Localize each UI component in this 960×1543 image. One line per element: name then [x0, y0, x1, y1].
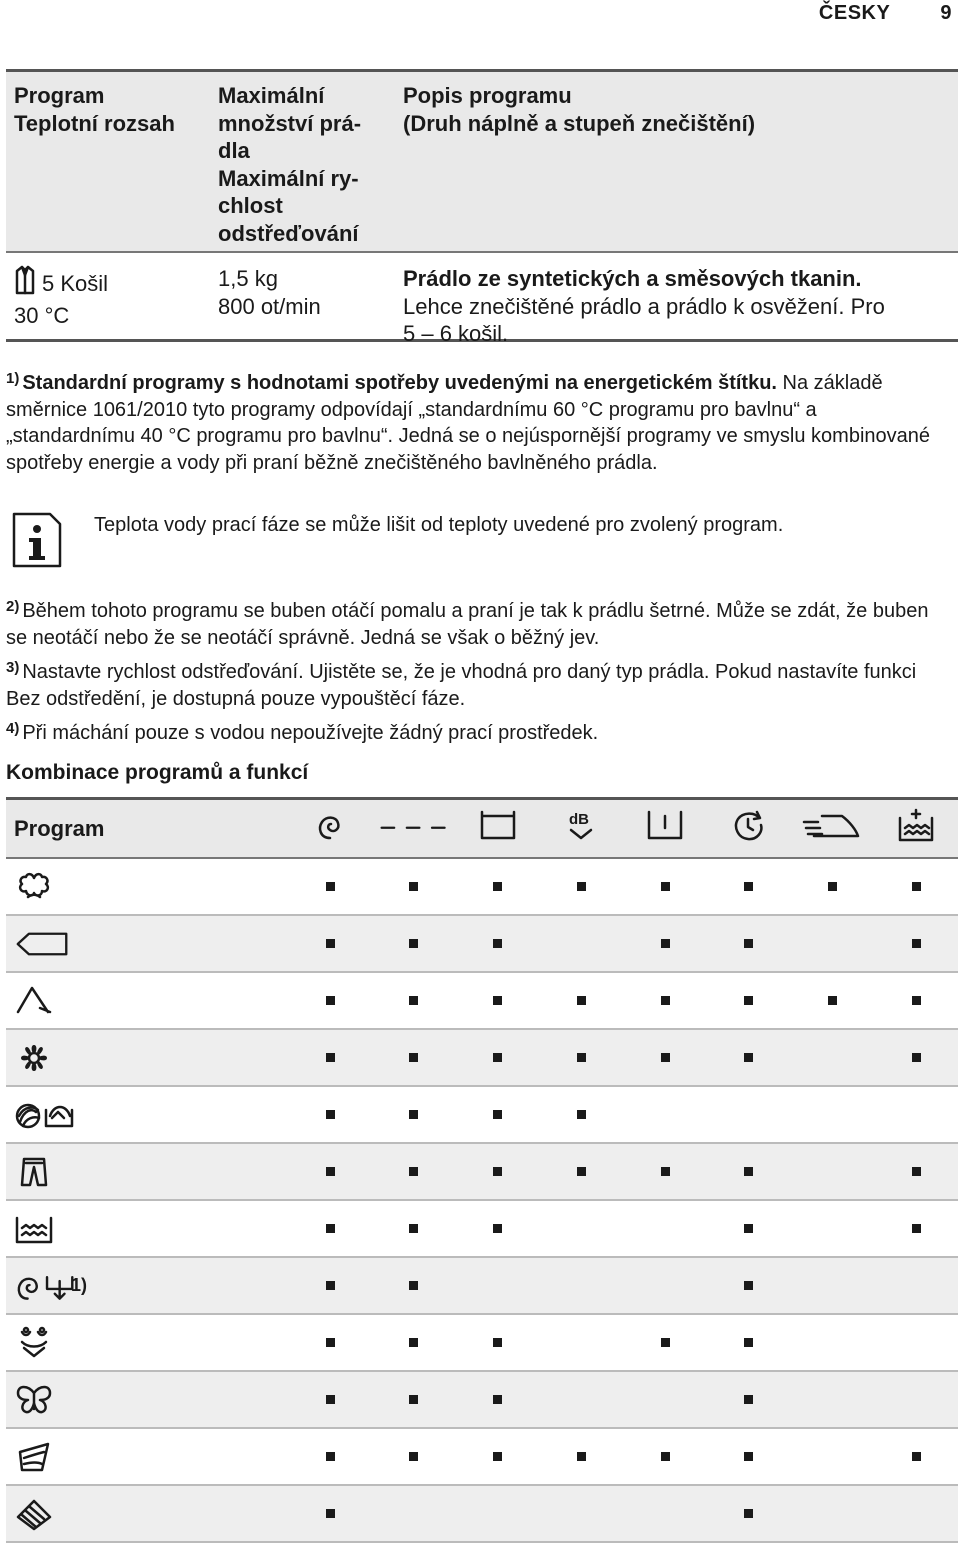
footnote-ref: 1) — [71, 1275, 88, 1295]
available-mark — [409, 1167, 418, 1176]
available-mark — [577, 1053, 586, 1062]
available-mark — [912, 1053, 921, 1062]
table-row — [6, 1429, 958, 1486]
available-mark — [326, 1053, 335, 1062]
info-text: Teplota vody prací fáze se může lišit od teploty uvedené pro zvolený program. — [94, 514, 784, 536]
cotton-eco-icon — [14, 870, 70, 904]
available-mark — [577, 1167, 586, 1176]
shirts-icon — [14, 1497, 70, 1531]
available-mark — [326, 1167, 335, 1176]
combination-header — [6, 800, 958, 859]
program-table — [6, 69, 958, 346]
available-mark — [409, 1224, 418, 1233]
available-mark — [493, 1110, 502, 1119]
available-mark — [409, 1053, 418, 1062]
available-mark — [661, 939, 670, 948]
available-mark — [828, 882, 837, 891]
header-load-spin: Maximální množství prá- dla Maximální ry- chlost odstřeďování — [218, 83, 362, 246]
available-mark — [493, 939, 502, 948]
available-mark — [409, 1110, 418, 1119]
spin-icon — [310, 808, 350, 849]
table-row — [6, 253, 958, 346]
available-mark — [744, 1224, 753, 1233]
prewash-icon — [645, 808, 685, 849]
night-cycle-icon — [561, 808, 601, 849]
synthetics-icon — [14, 984, 70, 1018]
spin-drain-icon — [14, 1269, 70, 1303]
silk-icon — [14, 1383, 70, 1417]
description-line: Lehce znečištěné prádlo a prádlo k osvěžení. Pro — [403, 293, 885, 319]
easy-iron-icon — [801, 808, 863, 849]
info-note — [6, 510, 951, 570]
available-mark — [409, 1338, 418, 1347]
table-row — [6, 1486, 958, 1543]
available-mark — [326, 1509, 335, 1518]
table-row — [6, 1372, 958, 1429]
available-mark — [409, 939, 418, 948]
available-mark — [409, 882, 418, 891]
available-mark — [326, 1452, 335, 1461]
max-load: 1,5 kg — [218, 266, 278, 291]
available-mark — [912, 1224, 921, 1233]
temperature-range: 30 °C — [14, 302, 70, 328]
language-label: ČESKY — [818, 2, 891, 24]
description-line: 5 – 6 košil. — [403, 321, 509, 346]
available-mark — [577, 996, 586, 1005]
table-row — [6, 1315, 958, 1372]
available-mark — [493, 1395, 502, 1404]
available-mark — [912, 1167, 921, 1176]
available-mark — [744, 1053, 753, 1062]
available-mark — [493, 1053, 502, 1062]
available-mark — [828, 996, 837, 1005]
available-mark — [744, 1509, 753, 1518]
shirt-icon — [14, 265, 36, 302]
available-mark — [744, 1281, 753, 1290]
available-mark — [326, 1110, 335, 1119]
header-description: Popis programu (Druh náplně a stupeň znečištění) — [403, 83, 756, 136]
available-mark — [493, 996, 502, 1005]
table-row — [6, 1144, 958, 1201]
available-mark — [661, 882, 670, 891]
program-cell — [6, 253, 211, 339]
cotton-icon — [14, 927, 70, 961]
available-mark — [661, 1053, 670, 1062]
description-title: Prádlo ze syntetických a směsových tkanin. — [403, 266, 862, 291]
rinse-icon — [14, 1212, 70, 1246]
available-mark — [577, 1452, 586, 1461]
table-row — [6, 859, 958, 916]
combination-table — [6, 797, 958, 1543]
available-mark — [912, 939, 921, 948]
available-mark — [409, 1395, 418, 1404]
available-mark — [577, 1110, 586, 1119]
available-mark — [744, 939, 753, 948]
table-row — [6, 916, 958, 973]
page-header — [819, 2, 952, 25]
description-cell — [396, 253, 958, 346]
available-mark — [493, 1224, 502, 1233]
available-mark — [744, 1167, 753, 1176]
table-row — [6, 973, 958, 1030]
svg-text:dB: dB — [569, 811, 590, 828]
footnote-2: $^{2)}$ Během tohoto programu se buben otáčí pomalu a praní je tak k prádlu šetrné. Může se zdát, že buben se neotáčí nebo že se neotáčí správně. Jedná se však o běžný jev. — [6, 598, 929, 649]
available-mark — [912, 996, 921, 1005]
available-mark — [912, 1452, 921, 1461]
available-mark — [326, 996, 335, 1005]
available-mark — [326, 1395, 335, 1404]
duvet-icon — [14, 1440, 70, 1474]
available-mark — [744, 1395, 753, 1404]
time-save-icon — [729, 808, 769, 849]
wool-handwash-icon — [14, 1098, 70, 1132]
max-spin: 800 ot/min — [218, 293, 321, 319]
page-number: 9 — [940, 2, 952, 24]
program-name: 5 Košil — [42, 270, 109, 296]
available-mark — [744, 996, 753, 1005]
available-mark — [661, 1338, 670, 1347]
rinse-hold-icon — [478, 808, 518, 849]
header-program-label: Program — [14, 815, 105, 841]
anti-allergy-icon — [14, 1326, 70, 1360]
available-mark — [326, 939, 335, 948]
available-mark — [409, 1452, 418, 1461]
available-mark — [577, 882, 586, 891]
delicates-icon — [14, 1041, 70, 1075]
program-table-header — [6, 72, 958, 253]
table-row — [6, 1201, 958, 1258]
available-mark — [326, 1338, 335, 1347]
table-row — [6, 1030, 958, 1087]
available-mark — [326, 1224, 335, 1233]
section-title: Kombinace programů a funkcí — [6, 761, 309, 784]
footnote-3: $^{3)}$ Nastavte rychlost odstřeďování. Ujistěte se, že je vhodná pro daný typ prádla. Pokud nastavíte funkci Bez odstředění, je dostupná pouze vypouštěcí fáze. — [6, 659, 917, 710]
available-mark — [493, 1167, 502, 1176]
header-program: Program Teplotní rozsah — [14, 83, 175, 136]
jeans-icon — [14, 1155, 70, 1189]
available-mark — [661, 1452, 670, 1461]
available-mark — [326, 1281, 335, 1290]
available-mark — [409, 1281, 418, 1290]
available-mark — [912, 882, 921, 891]
no-spin-icon — [378, 808, 450, 849]
available-mark — [661, 996, 670, 1005]
available-mark — [326, 882, 335, 891]
available-mark — [409, 996, 418, 1005]
available-mark — [744, 882, 753, 891]
available-mark — [493, 1452, 502, 1461]
available-mark — [493, 1338, 502, 1347]
extra-rinse-icon — [896, 808, 936, 849]
footnote-4: $^{4)}$ Při máchání pouze s vodou nepoužívejte žádný prací prostředek. — [6, 720, 599, 744]
table-row — [6, 1087, 958, 1144]
available-mark — [744, 1452, 753, 1461]
footnote-1: $^{1)}$ Standardní programy s hodnotami spotřeby uvedenými na energetickém štítku. Na základě směrnice 1061/2010 tyto programy odpovídají „standardnímu 60 °C programu pro bavlnu“ a „standardnímu 40 °C programu pro bavlnu“. Jedná se o nejúspornější programy ve smyslu kombinované spotřeby energie a vody při praní běžně znečištěného bavlněného prádla. — [6, 370, 931, 474]
available-mark — [744, 1338, 753, 1347]
available-mark — [493, 882, 502, 891]
available-mark — [661, 1167, 670, 1176]
load-spin-cell — [211, 253, 396, 339]
table-row — [6, 1258, 958, 1315]
